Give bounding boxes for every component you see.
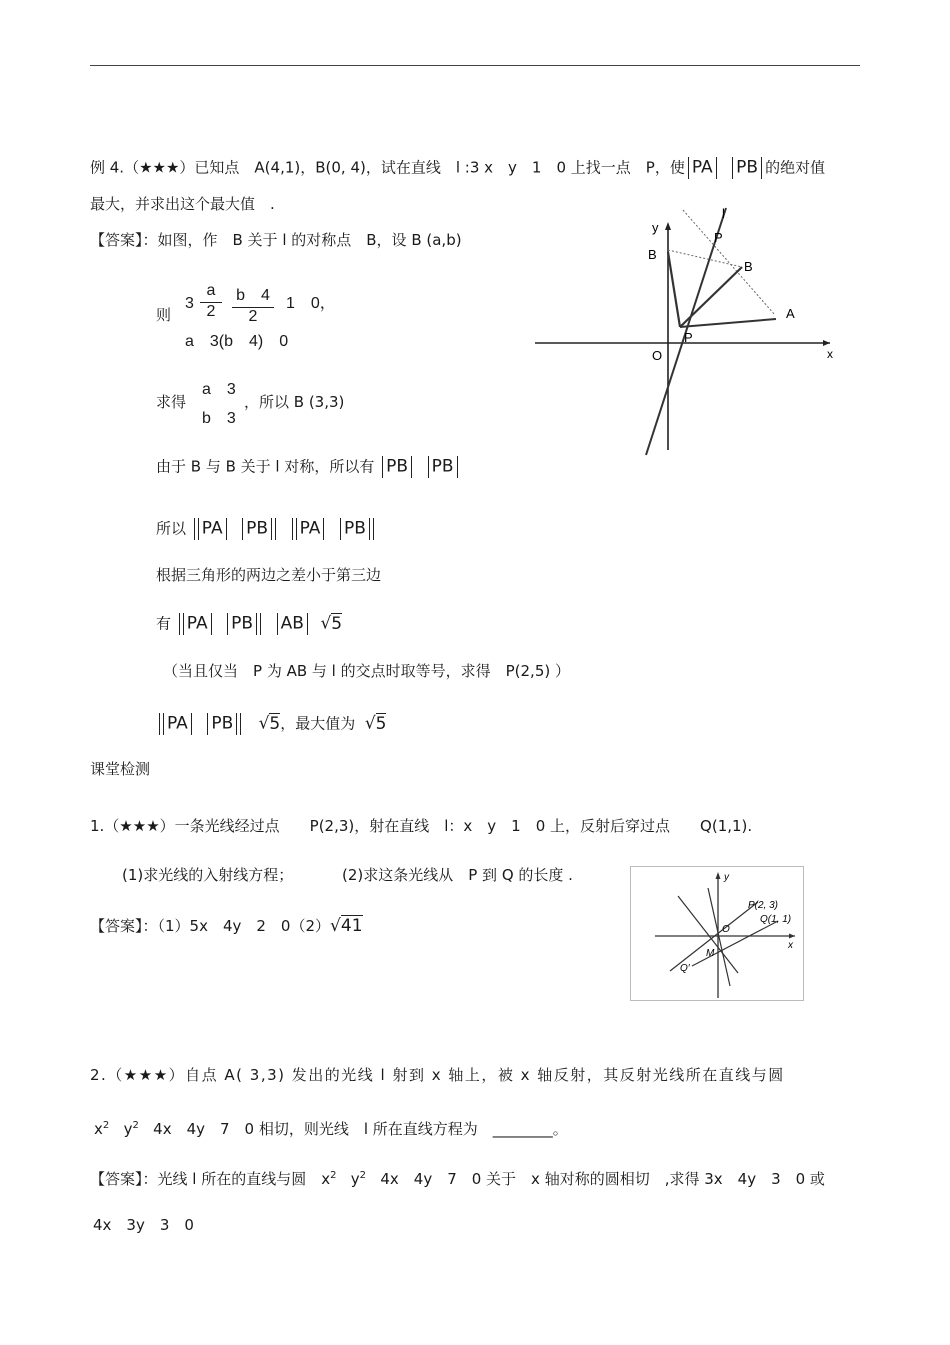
label-b-left: B — [648, 247, 657, 262]
label-m-2: M — [706, 948, 715, 959]
segment-pa — [680, 319, 776, 327]
pb-label: PB — [736, 157, 759, 178]
label-y-2: y — [724, 872, 729, 883]
question2-answer: 【答案】：光线 l 所在的直线与圆 $x^2$ $y^2$ 4x 4y 7 0 关于 x 轴对称的圆相切 ,求得 3x 4y 3 0 或 — [90, 1170, 825, 1188]
label-l: l — [722, 206, 725, 221]
label-b-right: B — [744, 259, 753, 274]
label-y: y — [652, 220, 659, 235]
symmetry-line: 由于 B 与 B 关于 l 对称，所以有 PB PB — [156, 456, 461, 478]
question2-answer-line2: 4x 3y 3 0 — [93, 1216, 194, 1234]
dotted-line-2 — [668, 250, 742, 267]
label-o-2: O — [722, 924, 730, 935]
so-b-point: ，所以 B (3,3) — [244, 393, 345, 411]
header-rule — [90, 65, 860, 66]
equation2: a 3(b 4) 0 — [185, 333, 289, 350]
solution-a: a 3 — [202, 381, 236, 398]
label-p-2: P(2, 3) — [748, 900, 779, 911]
pa-label: PA — [691, 157, 713, 178]
question1-text: 1.（★★★）一条光线经过点 P(2,3)，射在直线 l：x y 1 0 上，反射后穿过点 Q(1,1). — [90, 817, 753, 835]
equality-condition: （当且仅当 P 为 AB 与 l 的交点时取等号，求得 P(2,5) ） — [163, 662, 570, 680]
coef-3: 3 — [185, 295, 194, 312]
inequality-line: 有 PA PB AB √5 — [156, 613, 343, 634]
label-p-top: P — [714, 230, 723, 245]
example4-tail: 的绝对值 — [765, 158, 826, 177]
solve-label: 求得 — [156, 393, 187, 411]
max-value-line: PA PB √5，最大值为 √5 — [156, 713, 386, 735]
question1-answer: 【答案】：（1）5x 4y 2 0（2）√41 — [90, 916, 363, 936]
label-qp-2: Q′ — [680, 963, 690, 974]
therefore-line: 所以 PA PB PA PB — [156, 518, 377, 540]
question2-text: 2.（★★★）自点 A( 3,3) 发出的光线 l 射到 x 轴上，被 x 轴反射，其反射光线所在直线与圆 — [90, 1066, 785, 1084]
example4-text: 例 4.（★★★）已知点 A(4,1)，B(0, 4)，试在直线 l :3 x y 1 0 上找一点 P，使 — [90, 158, 685, 177]
figure-reflection-2 — [630, 866, 806, 1002]
label-a: A — [786, 306, 795, 321]
segment-pb-prime — [680, 267, 742, 327]
label-q-2: Q(1, 1) — [760, 914, 792, 925]
solution-b: b 3 — [202, 410, 236, 427]
question2-line2: $x^2$ $y^2$ 4x 4y 7 0 相切，则光线 l 所在直线方程为 ________。 — [94, 1120, 568, 1138]
equation1-tail: 1 0， — [286, 295, 336, 312]
example4-statement — [90, 157, 825, 179]
label-x-2: x — [788, 940, 793, 951]
segment-pb — [668, 252, 680, 327]
fraction-a: $\frac{a}{2}$ — [200, 282, 222, 321]
then-label: 则 — [156, 306, 172, 324]
label-o: O — [652, 348, 663, 363]
question1-part2: (2)求这条光线从 P 到 Q 的长度 . — [342, 866, 573, 884]
answer-label: 【答案】：如图，作 B 关于 l 的对称点 B，设 B (a,b) — [90, 231, 462, 249]
label-p: P — [684, 330, 693, 345]
fraction-b: $\frac{b 4}{2}$ — [232, 282, 274, 326]
example4-line2: 最大，并求出这个最大值 . — [90, 195, 275, 213]
label-x: x — [827, 347, 833, 361]
question1-part1: (1)求光线的入射线方程； — [122, 866, 294, 884]
figure-reflection-1 — [530, 200, 850, 460]
triangle-line: 根据三角形的两边之差小于第三边 — [156, 566, 382, 584]
section-title: 课堂检测 — [90, 760, 151, 778]
